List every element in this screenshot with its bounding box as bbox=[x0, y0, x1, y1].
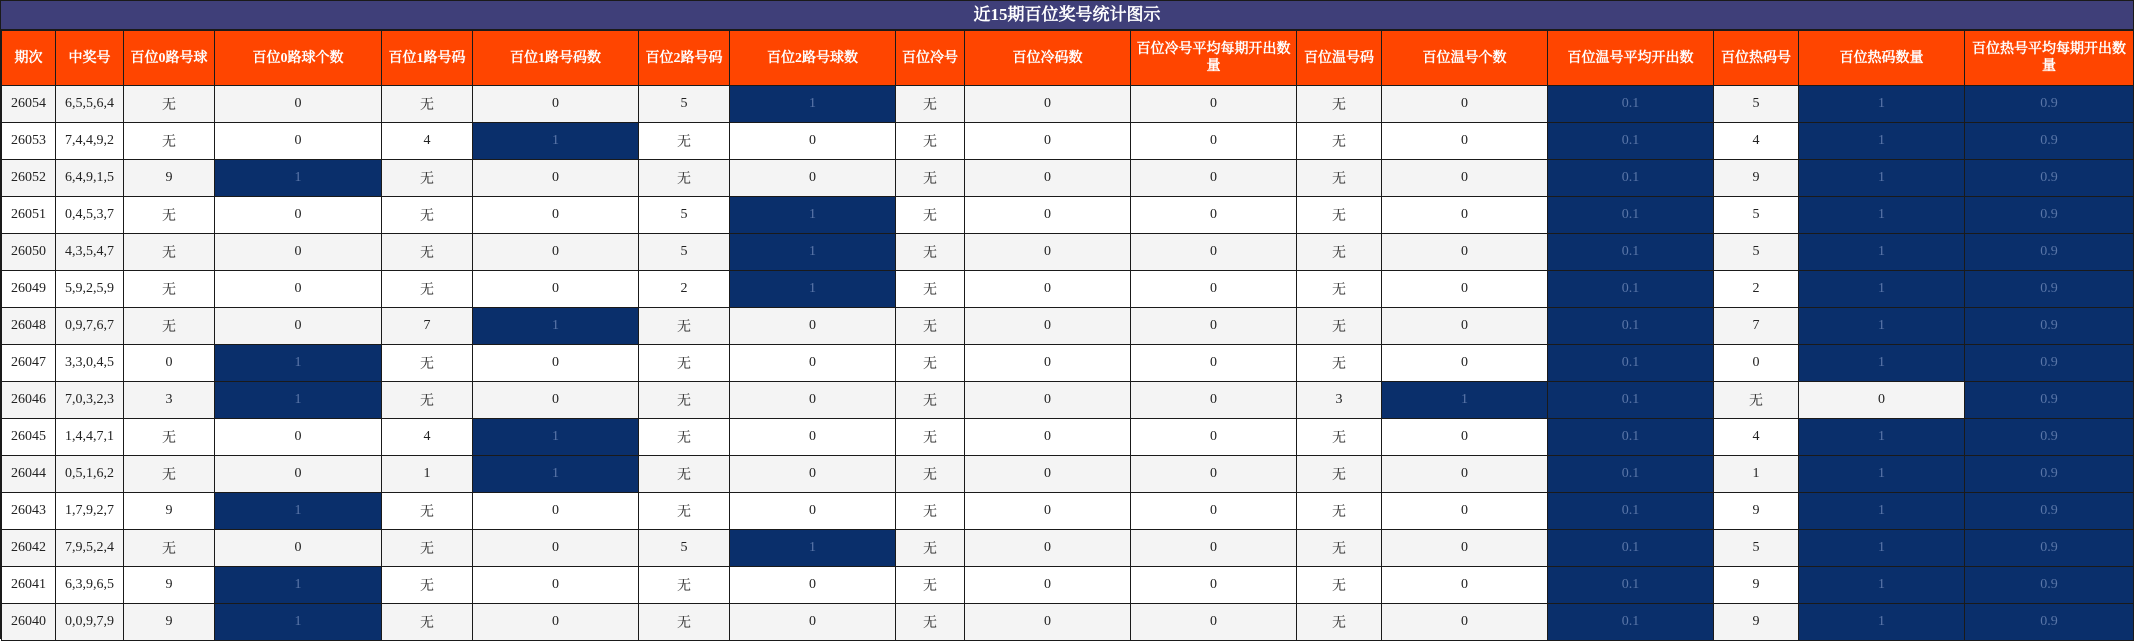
column-header: 百位热码号 bbox=[1714, 31, 1799, 86]
table-cell: 0 bbox=[965, 345, 1131, 382]
table-cell: 无 bbox=[1297, 234, 1382, 271]
table-cell: 无 bbox=[124, 271, 215, 308]
table-cell: 无 bbox=[639, 456, 730, 493]
table-cell: 26044 bbox=[2, 456, 56, 493]
table-cell: 0 bbox=[1131, 197, 1297, 234]
table-cell: 无 bbox=[124, 308, 215, 345]
table-cell: 0.9 bbox=[1965, 567, 2134, 604]
table-cell: 无 bbox=[382, 197, 473, 234]
table-cell: 0 bbox=[473, 567, 639, 604]
table-cell: 0.1 bbox=[1548, 530, 1714, 567]
table-cell: 0 bbox=[730, 123, 896, 160]
table-cell: 9 bbox=[1714, 160, 1799, 197]
table-cell: 1 bbox=[730, 86, 896, 123]
table-cell: 0 bbox=[1131, 382, 1297, 419]
table-row bbox=[2, 308, 2134, 345]
table-cell: 7,9,5,2,4 bbox=[56, 530, 124, 567]
table-cell: 0 bbox=[1382, 419, 1548, 456]
table-cell: 0 bbox=[473, 604, 639, 641]
table-cell: 0.1 bbox=[1548, 123, 1714, 160]
table-cell: 9 bbox=[124, 160, 215, 197]
table-cell: 1 bbox=[1799, 86, 1965, 123]
table-cell: 7 bbox=[382, 308, 473, 345]
table-cell: 9 bbox=[1714, 604, 1799, 641]
table-cell: 0 bbox=[1382, 456, 1548, 493]
table-cell: 0 bbox=[965, 419, 1131, 456]
table-cell: 无 bbox=[639, 308, 730, 345]
table-cell: 无 bbox=[896, 271, 965, 308]
table-cell: 5 bbox=[639, 530, 730, 567]
table-cell: 0 bbox=[965, 271, 1131, 308]
table-cell: 1 bbox=[215, 493, 382, 530]
column-header: 百位1路号码数 bbox=[473, 31, 639, 86]
table-cell: 1 bbox=[1799, 271, 1965, 308]
table-cell: 无 bbox=[896, 456, 965, 493]
table-row bbox=[2, 123, 2134, 160]
table-cell: 0.1 bbox=[1548, 382, 1714, 419]
table-cell: 0.1 bbox=[1548, 567, 1714, 604]
table-cell: 0.9 bbox=[1965, 493, 2134, 530]
table-cell: 0.9 bbox=[1965, 86, 2134, 123]
table-cell: 1 bbox=[1799, 308, 1965, 345]
table-cell: 0 bbox=[1382, 604, 1548, 641]
table-cell: 26052 bbox=[2, 160, 56, 197]
table-cell: 3,3,0,4,5 bbox=[56, 345, 124, 382]
table-cell: 0.9 bbox=[1965, 530, 2134, 567]
table-cell: 0 bbox=[473, 197, 639, 234]
table-cell: 0 bbox=[215, 419, 382, 456]
table-cell: 0 bbox=[965, 86, 1131, 123]
table-cell: 无 bbox=[639, 160, 730, 197]
table-cell: 7 bbox=[1714, 308, 1799, 345]
table-cell: 无 bbox=[896, 530, 965, 567]
table-cell: 无 bbox=[896, 234, 965, 271]
table-cell: 3 bbox=[124, 382, 215, 419]
table-cell: 0 bbox=[215, 234, 382, 271]
table-cell: 1 bbox=[1799, 160, 1965, 197]
table-cell: 0.1 bbox=[1548, 271, 1714, 308]
table-cell: 0 bbox=[965, 160, 1131, 197]
table-cell: 0.9 bbox=[1965, 308, 2134, 345]
column-header: 百位冷码数 bbox=[965, 31, 1131, 86]
table-cell: 无 bbox=[639, 419, 730, 456]
column-header: 百位2路号球数 bbox=[730, 31, 896, 86]
table-cell: 26051 bbox=[2, 197, 56, 234]
table-cell: 无 bbox=[382, 160, 473, 197]
table-cell: 无 bbox=[382, 493, 473, 530]
table-cell: 0,5,1,6,2 bbox=[56, 456, 124, 493]
table-cell: 0 bbox=[124, 345, 215, 382]
table-cell: 0 bbox=[965, 382, 1131, 419]
table-cell: 无 bbox=[639, 345, 730, 382]
table-cell: 无 bbox=[896, 493, 965, 530]
table-cell: 0 bbox=[730, 382, 896, 419]
table-cell: 无 bbox=[1297, 345, 1382, 382]
table-cell: 0 bbox=[473, 86, 639, 123]
table-cell: 无 bbox=[124, 197, 215, 234]
table-cell: 无 bbox=[382, 86, 473, 123]
table-cell: 0 bbox=[473, 271, 639, 308]
table-cell: 26053 bbox=[2, 123, 56, 160]
table-cell: 0 bbox=[1131, 308, 1297, 345]
table-cell: 26042 bbox=[2, 530, 56, 567]
table-cell: 0 bbox=[1382, 197, 1548, 234]
table-cell: 5 bbox=[639, 197, 730, 234]
table-cell: 无 bbox=[382, 382, 473, 419]
table-cell: 0.9 bbox=[1965, 160, 2134, 197]
table-row bbox=[2, 567, 2134, 604]
table-cell: 0.9 bbox=[1965, 123, 2134, 160]
table-cell: 无 bbox=[1297, 493, 1382, 530]
table-cell: 0.9 bbox=[1965, 234, 2134, 271]
table-cell: 无 bbox=[1297, 197, 1382, 234]
table-cell: 1 bbox=[473, 419, 639, 456]
table-cell: 无 bbox=[639, 567, 730, 604]
table-cell: 1 bbox=[215, 567, 382, 604]
table-cell: 1 bbox=[1799, 456, 1965, 493]
table-cell: 无 bbox=[1297, 530, 1382, 567]
table-cell: 无 bbox=[1714, 382, 1799, 419]
table-cell: 0 bbox=[965, 123, 1131, 160]
table-cell: 4 bbox=[1714, 123, 1799, 160]
table-cell: 0 bbox=[1131, 160, 1297, 197]
table-cell: 无 bbox=[1297, 160, 1382, 197]
table-cell: 26045 bbox=[2, 419, 56, 456]
table-cell: 无 bbox=[382, 271, 473, 308]
table-cell: 0.1 bbox=[1548, 456, 1714, 493]
table-cell: 1 bbox=[1799, 530, 1965, 567]
table-cell: 0 bbox=[730, 604, 896, 641]
table-cell: 0.1 bbox=[1548, 160, 1714, 197]
table-cell: 1 bbox=[382, 456, 473, 493]
table-cell: 无 bbox=[382, 345, 473, 382]
table-cell: 5 bbox=[1714, 86, 1799, 123]
table-cell: 无 bbox=[896, 123, 965, 160]
table-cell: 无 bbox=[382, 567, 473, 604]
table-cell: 1 bbox=[215, 604, 382, 641]
table-cell: 1 bbox=[1799, 234, 1965, 271]
table-cell: 9 bbox=[1714, 493, 1799, 530]
table-cell: 0 bbox=[215, 123, 382, 160]
table-cell: 0.9 bbox=[1965, 382, 2134, 419]
table-cell: 0 bbox=[1714, 345, 1799, 382]
table-cell: 0 bbox=[730, 567, 896, 604]
table-cell: 0.1 bbox=[1548, 308, 1714, 345]
table-cell: 0,4,5,3,7 bbox=[56, 197, 124, 234]
table-cell: 0 bbox=[1131, 493, 1297, 530]
table-cell: 1 bbox=[1799, 419, 1965, 456]
column-header: 百位冷号 bbox=[896, 31, 965, 86]
table-cell: 无 bbox=[896, 604, 965, 641]
table-row bbox=[2, 234, 2134, 271]
column-header: 期次 bbox=[2, 31, 56, 86]
table-cell: 1 bbox=[1799, 123, 1965, 160]
table-cell: 6,4,9,1,5 bbox=[56, 160, 124, 197]
column-header: 百位0路球个数 bbox=[215, 31, 382, 86]
table-cell: 0 bbox=[1382, 567, 1548, 604]
table-cell: 无 bbox=[896, 419, 965, 456]
table-cell: 0.9 bbox=[1965, 419, 2134, 456]
column-header: 百位1路号码 bbox=[382, 31, 473, 86]
table-cell: 无 bbox=[382, 530, 473, 567]
table-cell: 0 bbox=[473, 345, 639, 382]
table-cell: 5 bbox=[639, 86, 730, 123]
table-cell: 0 bbox=[1131, 234, 1297, 271]
table-row bbox=[2, 419, 2134, 456]
table-cell: 3 bbox=[1297, 382, 1382, 419]
table-row bbox=[2, 604, 2134, 641]
table-cell: 0 bbox=[1131, 567, 1297, 604]
column-header: 百位2路号码 bbox=[639, 31, 730, 86]
table-cell: 0 bbox=[965, 493, 1131, 530]
table-cell: 9 bbox=[1714, 567, 1799, 604]
table-cell: 5,9,2,5,9 bbox=[56, 271, 124, 308]
table-cell: 0 bbox=[730, 308, 896, 345]
table-cell: 0 bbox=[965, 197, 1131, 234]
table-cell: 0 bbox=[1131, 345, 1297, 382]
table-cell: 0 bbox=[1382, 271, 1548, 308]
table-cell: 7,0,3,2,3 bbox=[56, 382, 124, 419]
table-cell: 0 bbox=[730, 456, 896, 493]
table-cell: 1 bbox=[473, 123, 639, 160]
table-cell: 0 bbox=[473, 160, 639, 197]
table-cell: 0.9 bbox=[1965, 604, 2134, 641]
table-cell: 0 bbox=[730, 493, 896, 530]
table-cell: 0 bbox=[1382, 234, 1548, 271]
table-cell: 0 bbox=[1382, 345, 1548, 382]
table-cell: 0.1 bbox=[1548, 419, 1714, 456]
table-cell: 1,4,4,7,1 bbox=[56, 419, 124, 456]
table-cell: 7,4,4,9,2 bbox=[56, 123, 124, 160]
table-cell: 26040 bbox=[2, 604, 56, 641]
table-cell: 0 bbox=[215, 456, 382, 493]
table-cell: 2 bbox=[1714, 271, 1799, 308]
table-cell: 无 bbox=[124, 419, 215, 456]
table-cell: 0 bbox=[965, 604, 1131, 641]
table-cell: 0 bbox=[965, 530, 1131, 567]
table-cell: 0 bbox=[473, 530, 639, 567]
table-cell: 0 bbox=[965, 234, 1131, 271]
table-cell: 1 bbox=[1799, 197, 1965, 234]
table-cell: 5 bbox=[1714, 197, 1799, 234]
table-cell: 1 bbox=[1799, 604, 1965, 641]
table-cell: 26047 bbox=[2, 345, 56, 382]
table-cell: 0 bbox=[473, 493, 639, 530]
column-header: 百位温号码 bbox=[1297, 31, 1382, 86]
table-cell: 1 bbox=[730, 197, 896, 234]
table-cell: 1 bbox=[1382, 382, 1548, 419]
table-cell: 0,9,7,6,7 bbox=[56, 308, 124, 345]
table-cell: 0 bbox=[1382, 86, 1548, 123]
table-cell: 0 bbox=[730, 345, 896, 382]
table-cell: 0.9 bbox=[1965, 456, 2134, 493]
table-cell: 1 bbox=[1799, 567, 1965, 604]
table-cell: 无 bbox=[124, 123, 215, 160]
table-cell: 无 bbox=[639, 382, 730, 419]
table-cell: 5 bbox=[1714, 234, 1799, 271]
table-cell: 5 bbox=[639, 234, 730, 271]
table-cell: 1 bbox=[730, 234, 896, 271]
table-cell: 无 bbox=[124, 530, 215, 567]
table-cell: 0 bbox=[1382, 530, 1548, 567]
table-cell: 0 bbox=[215, 530, 382, 567]
table-cell: 无 bbox=[1297, 567, 1382, 604]
table-cell: 0 bbox=[1131, 456, 1297, 493]
column-header: 百位0路号球 bbox=[124, 31, 215, 86]
column-header: 百位热码数量 bbox=[1799, 31, 1965, 86]
column-header: 百位温号平均开出数 bbox=[1548, 31, 1714, 86]
table-cell: 0.9 bbox=[1965, 197, 2134, 234]
table-row bbox=[2, 160, 2134, 197]
table-cell: 0 bbox=[730, 160, 896, 197]
table-cell: 4,3,5,4,7 bbox=[56, 234, 124, 271]
table-row bbox=[2, 197, 2134, 234]
table-title: 近15期百位奖号统计图示 bbox=[1, 1, 2133, 30]
table-cell: 26054 bbox=[2, 86, 56, 123]
table-row bbox=[2, 493, 2134, 530]
table-cell: 0.1 bbox=[1548, 493, 1714, 530]
column-header: 百位冷号平均每期开出数量 bbox=[1131, 31, 1297, 86]
table-cell: 0 bbox=[215, 308, 382, 345]
table-cell: 1 bbox=[473, 308, 639, 345]
table-cell: 4 bbox=[1714, 419, 1799, 456]
table-cell: 无 bbox=[896, 345, 965, 382]
table-cell: 0.9 bbox=[1965, 271, 2134, 308]
table-cell: 0.1 bbox=[1548, 234, 1714, 271]
table-cell: 4 bbox=[382, 419, 473, 456]
table-cell: 9 bbox=[124, 567, 215, 604]
table-cell: 6,5,5,6,4 bbox=[56, 86, 124, 123]
table-row bbox=[2, 456, 2134, 493]
table-cell: 0 bbox=[1131, 419, 1297, 456]
table-cell: 0.1 bbox=[1548, 197, 1714, 234]
table-cell: 0 bbox=[215, 271, 382, 308]
table-cell: 0 bbox=[215, 197, 382, 234]
table-cell: 1,7,9,2,7 bbox=[56, 493, 124, 530]
table-cell: 0 bbox=[1131, 604, 1297, 641]
table-cell: 1 bbox=[215, 345, 382, 382]
table-cell: 0 bbox=[1799, 382, 1965, 419]
table-cell: 0 bbox=[1382, 123, 1548, 160]
table-cell: 0 bbox=[965, 456, 1131, 493]
table-cell: 0 bbox=[1382, 493, 1548, 530]
table-cell: 2 bbox=[639, 271, 730, 308]
table-cell: 无 bbox=[896, 382, 965, 419]
table-cell: 0.9 bbox=[1965, 345, 2134, 382]
table-cell: 无 bbox=[1297, 123, 1382, 160]
table-cell: 1 bbox=[1714, 456, 1799, 493]
table-cell: 无 bbox=[1297, 419, 1382, 456]
table-cell: 无 bbox=[896, 567, 965, 604]
table-cell: 无 bbox=[1297, 86, 1382, 123]
table-cell: 1 bbox=[1799, 493, 1965, 530]
table-cell: 无 bbox=[896, 160, 965, 197]
table-cell: 0 bbox=[1382, 160, 1548, 197]
table-row bbox=[2, 86, 2134, 123]
column-header: 百位热号平均每期开出数量 bbox=[1965, 31, 2134, 86]
table-cell: 1 bbox=[730, 271, 896, 308]
table-cell: 26041 bbox=[2, 567, 56, 604]
table-cell: 0 bbox=[730, 419, 896, 456]
table-cell: 0 bbox=[965, 567, 1131, 604]
table-cell: 无 bbox=[896, 86, 965, 123]
table-cell: 无 bbox=[1297, 456, 1382, 493]
table-cell: 5 bbox=[1714, 530, 1799, 567]
table-cell: 26049 bbox=[2, 271, 56, 308]
table-cell: 1 bbox=[730, 530, 896, 567]
table-cell: 4 bbox=[382, 123, 473, 160]
table-cell: 0.1 bbox=[1548, 345, 1714, 382]
table-cell: 0 bbox=[1131, 530, 1297, 567]
table-cell: 1 bbox=[473, 456, 639, 493]
table-row bbox=[2, 271, 2134, 308]
table-cell: 无 bbox=[1297, 271, 1382, 308]
stats-table bbox=[1, 30, 2134, 641]
table-cell: 无 bbox=[639, 604, 730, 641]
table-cell: 无 bbox=[124, 234, 215, 271]
column-header: 百位温号个数 bbox=[1382, 31, 1548, 86]
table-cell: 无 bbox=[896, 308, 965, 345]
column-header: 中奖号 bbox=[56, 31, 124, 86]
table-row bbox=[2, 345, 2134, 382]
table-row bbox=[2, 530, 2134, 567]
table-cell: 9 bbox=[124, 493, 215, 530]
table-cell: 无 bbox=[896, 197, 965, 234]
table-cell: 0 bbox=[1131, 123, 1297, 160]
table-cell: 26050 bbox=[2, 234, 56, 271]
table-cell: 0.1 bbox=[1548, 604, 1714, 641]
table-cell: 无 bbox=[1297, 604, 1382, 641]
table-cell: 0 bbox=[1382, 308, 1548, 345]
table-cell: 0 bbox=[473, 234, 639, 271]
table-cell: 0.1 bbox=[1548, 86, 1714, 123]
table-cell: 无 bbox=[1297, 308, 1382, 345]
table-cell: 1 bbox=[215, 382, 382, 419]
table-cell: 0 bbox=[1131, 271, 1297, 308]
table-cell: 26046 bbox=[2, 382, 56, 419]
table-cell: 无 bbox=[382, 604, 473, 641]
table-cell: 9 bbox=[124, 604, 215, 641]
table-cell: 26043 bbox=[2, 493, 56, 530]
table-cell: 26048 bbox=[2, 308, 56, 345]
table-cell: 0 bbox=[215, 86, 382, 123]
table-body bbox=[2, 86, 2134, 641]
table-cell: 0 bbox=[473, 382, 639, 419]
table-cell: 6,3,9,6,5 bbox=[56, 567, 124, 604]
table-cell: 无 bbox=[639, 123, 730, 160]
table-cell: 无 bbox=[639, 493, 730, 530]
table-cell: 无 bbox=[124, 456, 215, 493]
table-cell: 0,0,9,7,9 bbox=[56, 604, 124, 641]
table-cell: 0 bbox=[965, 308, 1131, 345]
header-row bbox=[2, 31, 2134, 86]
table-cell: 0 bbox=[1131, 86, 1297, 123]
table-cell: 无 bbox=[382, 234, 473, 271]
table-cell: 1 bbox=[1799, 345, 1965, 382]
table-row bbox=[2, 382, 2134, 419]
table-cell: 无 bbox=[124, 86, 215, 123]
table-cell: 1 bbox=[215, 160, 382, 197]
